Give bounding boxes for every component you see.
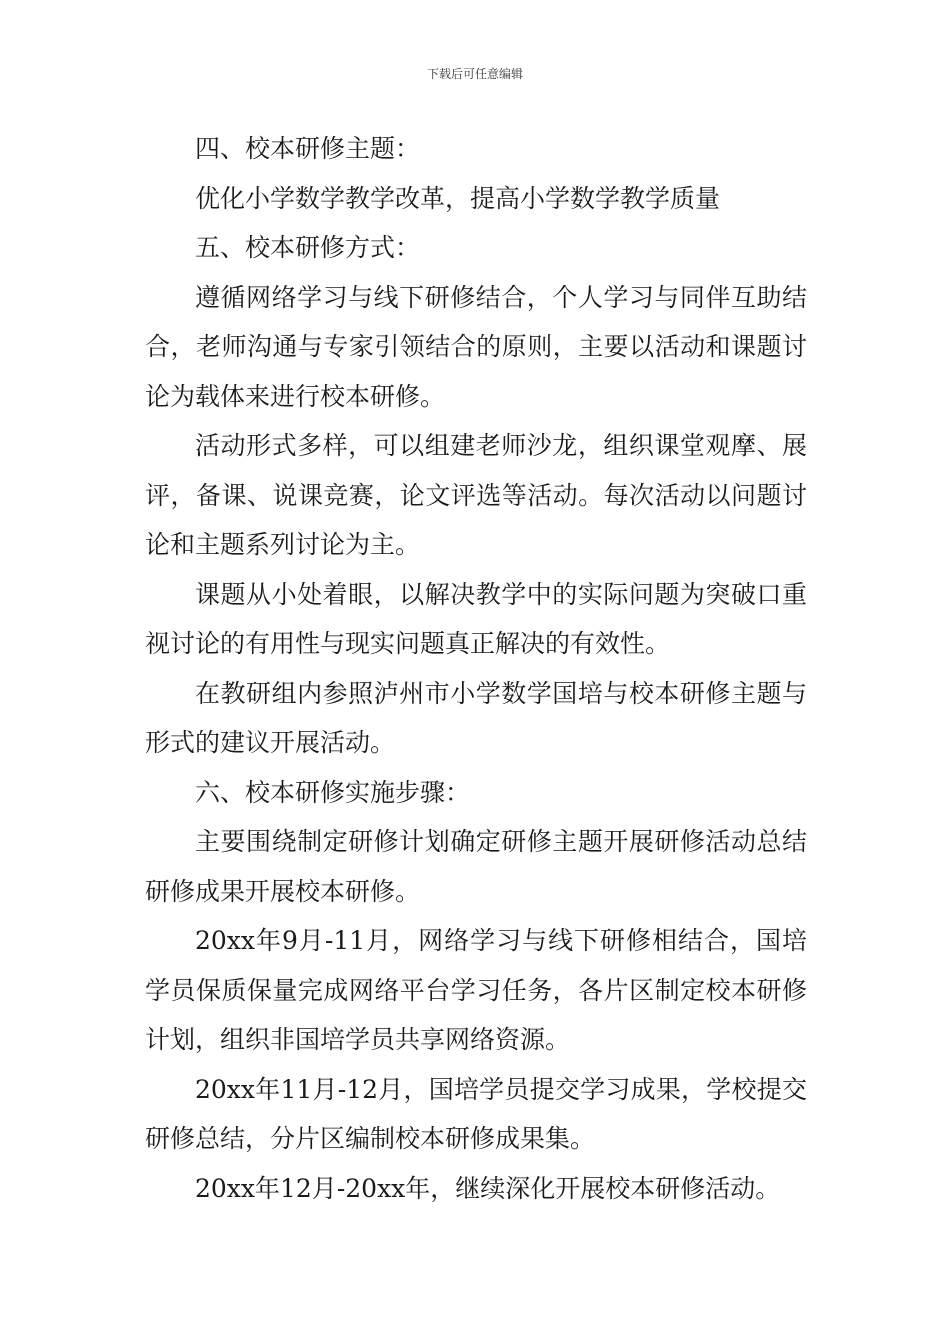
paragraph-topic: 优化小学数学教学改革，提高小学数学教学质量 xyxy=(195,183,721,213)
paragraph-steps-phase-3: 20xx年12月-20xx年，继续深化开展校本研修活动。 xyxy=(195,1173,781,1203)
paragraph-steps-overview: 主要围绕制定研修计划确定研修主题开展研修活动总结研修成果开展校本研修。 xyxy=(145,827,807,906)
section-heading-method: 五、校本研修方式： xyxy=(195,233,421,262)
paragraph-method-activities: 活动形式多样，可以组建老师沙龙，组织课堂观摩、展评，备课、说课竞赛，论文评选等活动。每次活动以问题讨论和主题系列讨论为主。 xyxy=(145,431,807,559)
paragraph-method-principle: 遵循网络学习与线下研修结合，个人学习与同伴互助结合，老师沟通与专家引领结合的原则，主要以活动和课题讨论为载体来进行校本研修。 xyxy=(145,282,807,411)
document-body xyxy=(145,124,807,1213)
paragraph-steps-phase-1: 20xx年9月-11月，网络学习与线下研修相结合，国培学员保质保量完成网络平台学习任务，各片区制定校本研修计划，组织非国培学员共享网络资源。 xyxy=(145,926,807,1054)
page-header-note: 下载后可任意编辑 xyxy=(426,67,523,81)
paragraph-method-topics: 课题从小处着眼，以解决教学中的实际问题为突破口重视讨论的有用性与现实问题真正解决的有效性。 xyxy=(145,579,807,658)
paragraph-steps-phase-2: 20xx年11月-12月，国培学员提交学习成果，学校提交研修总结，分片区编制校本研修成果集。 xyxy=(145,1074,807,1153)
section-heading-steps: 六、校本研修实施步骤： xyxy=(195,777,471,807)
paragraph-method-group: 在教研组内参照泸州市小学数学国培与校本研修主题与形式的建议开展活动。 xyxy=(145,678,807,757)
section-heading-topic: 四、校本研修主题： xyxy=(195,134,421,163)
